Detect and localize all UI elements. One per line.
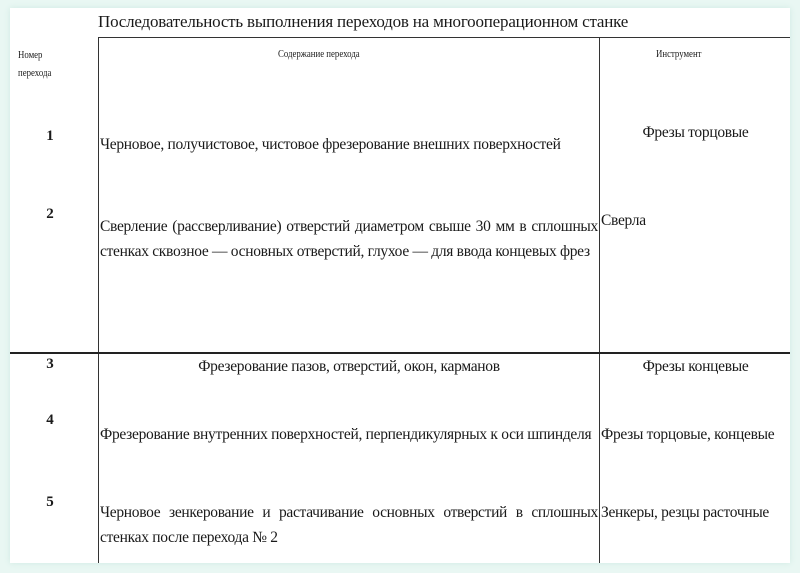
row-2-content: Сверление (рассверливание) отверстий диаметром свыше 30 мм в сплошных стенках сквозное — основных отверстий, глухое — для ввода концевых фрез — [100, 218, 598, 260]
row-4-content: Фрезерование внутренних поверхностей, перпендикулярных к оси шпинделя — [100, 426, 592, 443]
row-5-tool: Зенкеры, резцы расточные — [601, 504, 770, 521]
column-divider-left — [98, 37, 99, 563]
row-4-number: 4 — [46, 412, 54, 428]
column-divider-right — [599, 37, 600, 563]
row-5-content: Черновое зенкерование и растачивание основных отверстий в сплошных стенках после перехода № 2 — [100, 504, 598, 546]
row-3-tool: Фрезы концевые — [642, 358, 749, 375]
header-tool: Инструмент — [656, 48, 702, 60]
document-page — [10, 8, 790, 563]
header-content: Содержание перехода — [278, 48, 360, 60]
row-2-tool: Сверла — [601, 212, 646, 229]
header-divider — [98, 37, 790, 38]
row-5-number: 5 — [46, 494, 54, 510]
row-4-tool: Фрезы торцовые, концевые — [601, 426, 775, 443]
row-3-content: Фрезерование пазов, отверстий, окон, карманов — [198, 358, 500, 375]
row-1-tool: Фрезы торцовые — [642, 124, 749, 141]
page-title: Последовательность выполнения переходов на многооперационном станке — [98, 12, 629, 31]
row-2-number: 2 — [46, 206, 54, 222]
row-3-number: 3 — [46, 356, 54, 372]
row-1-content: Черновое, получистовое, чистовое фрезерование внешних поверхностей — [100, 136, 561, 153]
header-number: Номер перехода — [18, 49, 52, 79]
row-1-number: 1 — [46, 128, 54, 144]
